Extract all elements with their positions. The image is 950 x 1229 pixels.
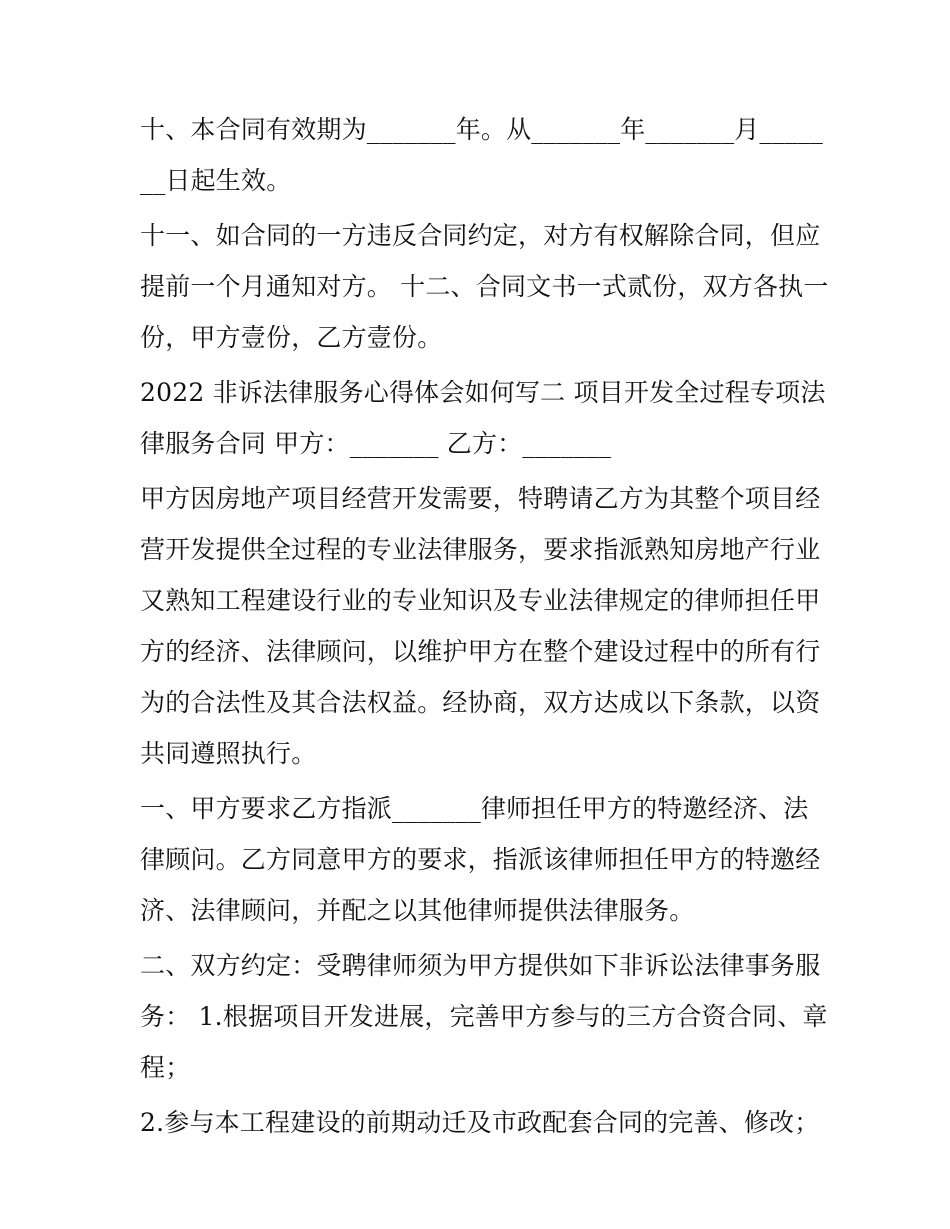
document-body	[140, 104, 830, 1152]
paragraph-termination: 十一、如合同的一方违反合同约定，对方有权解除合同，但应提前一个月通知对方。 十二、合同文书一式贰份，双方各执一份，甲方壹份，乙方壹份。	[140, 221, 829, 352]
paragraph-contract-title: 2022 非诉法律服务心得体会如何写二 项目开发全过程专项法律服务合同 甲方：_______ 乙方：_______	[140, 378, 826, 458]
paragraph-preamble: 甲方因房地产项目经营开发需要，特聘请乙方为其整个项目经营开发提供全过程的专业法律服务，要求指派熟知房地产行业又熟知工程建设行业的专业知识及专业法律规定的律师担任甲方的经济、法律顾问，以维护甲方在整个建设过程中的所有行为的合法性及其合法权益。经协商，双方达成以下条款，以资共同遵照执行。	[140, 484, 821, 768]
paragraph-clause-two: 二、双方约定：受聘律师须为甲方提供如下非诉讼法律事务服务： 1.根据项目开发进展，完善甲方参与的三方合资合同、章程；	[140, 951, 828, 1082]
paragraph-item-two: 2.参与本工程建设的前期动迁及市政配套合同的完善、修改；	[140, 1108, 820, 1137]
paragraph-clause-one: 一、甲方要求乙方指派_______律师担任甲方的特邀经济、法律顾问。乙方同意甲方的要求，指派该律师担任甲方的特邀经济、法律顾问，并配之以其他律师提供法律服务。	[140, 794, 821, 925]
paragraph-validity: 十、本合同有效期为_______年。从_______年_______月_______日起生效。	[140, 115, 824, 195]
